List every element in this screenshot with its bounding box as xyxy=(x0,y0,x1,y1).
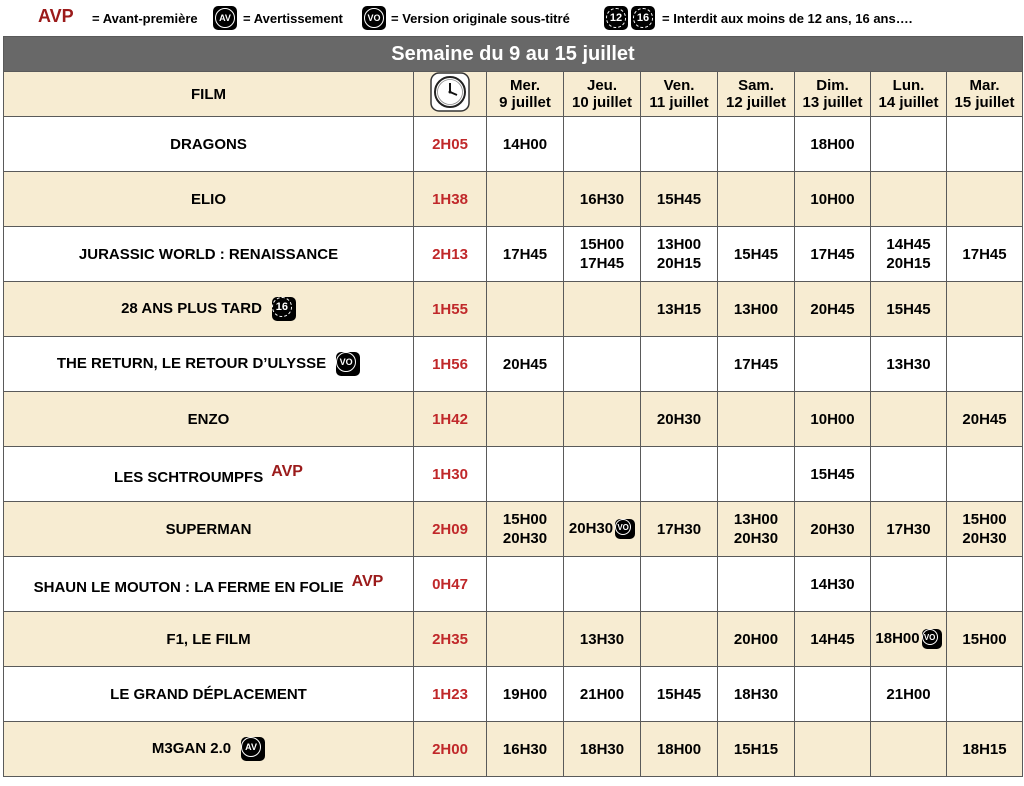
showtime: 19H00 xyxy=(502,685,548,703)
film-title: ENZO xyxy=(187,410,230,428)
duration: 1H38 xyxy=(414,172,487,227)
film-header: FILM xyxy=(4,72,414,117)
showtime: 14H45 20H15 xyxy=(886,236,931,272)
vo-badge-icon: VO xyxy=(336,352,360,376)
showtime-cell xyxy=(487,227,564,282)
showtime-cell xyxy=(718,282,795,337)
film-row xyxy=(4,337,1023,392)
showtime-cell xyxy=(947,447,1023,502)
day-header xyxy=(871,72,947,117)
showtime-cell xyxy=(564,117,641,172)
showtime: 10H00 xyxy=(810,410,855,428)
showtime-cell xyxy=(718,117,795,172)
film-title: LES SCHTROUMPFS xyxy=(114,468,264,486)
showtime-cell xyxy=(718,722,795,777)
film-row xyxy=(4,447,1023,502)
av-badge-icon: AV xyxy=(213,6,237,30)
showtime-cell xyxy=(947,722,1023,777)
showtime-cell xyxy=(871,227,947,282)
showtime-cell xyxy=(871,447,947,502)
duration: 1H55 xyxy=(414,282,487,337)
showtime-cell xyxy=(564,227,641,282)
film-title-cell xyxy=(4,667,414,722)
film-title: LE GRAND DÉPLACEMENT xyxy=(110,685,307,703)
legend-bar xyxy=(0,0,1024,36)
showtime-cell xyxy=(718,337,795,392)
duration: 2H09 xyxy=(414,502,487,557)
film-row xyxy=(4,667,1023,722)
day-date: 9 juillet xyxy=(499,94,551,111)
film-title-cell xyxy=(4,337,414,392)
film-title-cell xyxy=(4,502,414,557)
showtime-cell xyxy=(871,392,947,447)
showtime-cell xyxy=(641,337,718,392)
film-title: DRAGONS xyxy=(170,135,247,153)
showtime-cell xyxy=(718,612,795,667)
film-row xyxy=(4,502,1023,557)
showtime-cell xyxy=(795,447,871,502)
showtime: 21H00 xyxy=(886,685,931,703)
day-header xyxy=(487,72,564,117)
film-title-cell xyxy=(4,227,414,282)
showtime-cell xyxy=(641,557,718,612)
day-name: Sam. xyxy=(738,77,774,94)
showtime: 14H45 xyxy=(810,630,855,648)
showtime-cell xyxy=(641,282,718,337)
film-row xyxy=(4,172,1023,227)
showtime-cell xyxy=(718,502,795,557)
showtime: 17H45 xyxy=(733,355,779,373)
showtime-cell xyxy=(947,282,1023,337)
showtime-cell xyxy=(795,557,871,612)
film-row xyxy=(4,612,1023,667)
showtime-cell xyxy=(947,392,1023,447)
showtime-cell xyxy=(641,117,718,172)
legend-av-text: = Avertissement xyxy=(243,11,343,26)
showtime-cell xyxy=(795,337,871,392)
showtime-cell xyxy=(795,612,871,667)
showtime-cell xyxy=(564,337,641,392)
showtime: 14H30 xyxy=(810,575,855,593)
showtime-cell xyxy=(564,502,641,557)
day-name: Jeu. xyxy=(586,77,617,94)
day-date: 11 juillet xyxy=(649,94,709,111)
day-date: 13 juillet xyxy=(802,94,863,111)
showtime: 15H15 xyxy=(733,740,779,758)
showtime: 15H45 xyxy=(656,685,702,703)
age-16-badge-icon: 16 xyxy=(631,6,655,30)
showtime-cell xyxy=(871,722,947,777)
film-title: SHAUN LE MOUTON : LA FERME EN FOLIE xyxy=(33,578,344,596)
film-title: JURASSIC WORLD : RENAISSANCE xyxy=(78,245,339,263)
showtime-cell xyxy=(718,557,795,612)
showtime-cell xyxy=(641,667,718,722)
age-16-badge-icon: 16 xyxy=(272,297,296,321)
showtime: 20H00 xyxy=(733,630,779,648)
day-date: 10 juillet xyxy=(571,94,633,111)
legend-age-text: = Interdit aux moins de 12 ans, 16 ans…. xyxy=(662,11,913,26)
showtime: 18H15 xyxy=(962,740,1007,758)
day-name: Mer. xyxy=(509,77,540,94)
film-title-cell xyxy=(4,722,414,777)
showtime-cell xyxy=(487,722,564,777)
showtime-cell xyxy=(795,392,871,447)
showtime-cell xyxy=(641,392,718,447)
showtime: 13H30 xyxy=(886,355,931,373)
showtime-cell xyxy=(487,117,564,172)
showtime-cell xyxy=(641,722,718,777)
schedule-table xyxy=(3,36,1023,777)
clock-icon xyxy=(430,72,470,112)
showtime-cell xyxy=(947,227,1023,282)
film-title: THE RETURN, LE RETOUR D’ULYSSE xyxy=(56,354,327,372)
showtime-cell xyxy=(947,337,1023,392)
duration: 2H00 xyxy=(414,722,487,777)
showtime-cell xyxy=(564,667,641,722)
showtime-cell xyxy=(564,282,641,337)
week-title: Semaine du 9 au 15 juillet xyxy=(4,37,1023,72)
showtime-cell xyxy=(947,172,1023,227)
day-date: 15 juillet xyxy=(954,94,1015,111)
film-row xyxy=(4,227,1023,282)
showtime: 13H15 xyxy=(656,300,702,318)
vo-badge-icon: VO xyxy=(362,6,386,30)
film-row xyxy=(4,282,1023,337)
showtime-cell xyxy=(795,722,871,777)
legend-avp-text: = Avant-première xyxy=(92,11,198,26)
showtime: 20H30 xyxy=(568,519,614,537)
film-title: ELIO xyxy=(190,190,226,208)
showtime-cell xyxy=(871,612,947,667)
showtime-cell xyxy=(564,447,641,502)
showtime-cell xyxy=(795,172,871,227)
duration: 1H56 xyxy=(414,337,487,392)
film-title-cell xyxy=(4,172,414,227)
showtime-cell xyxy=(641,612,718,667)
showtime-cell xyxy=(947,612,1023,667)
showtime-cell xyxy=(718,447,795,502)
vo-badge-icon: VO xyxy=(922,629,942,649)
duration: 2H05 xyxy=(414,117,487,172)
day-header xyxy=(641,72,718,117)
film-title: 28 ANS PLUS TARD xyxy=(121,299,262,317)
showtime: 16H30 xyxy=(579,190,625,208)
film-title-cell xyxy=(4,392,414,447)
showtime: 16H30 xyxy=(502,740,548,758)
showtime-cell xyxy=(947,557,1023,612)
showtime: 18H00 xyxy=(875,629,920,647)
day-date: 12 juillet xyxy=(725,94,787,111)
duration-header xyxy=(414,72,487,117)
showtime: 13H30 xyxy=(579,630,625,648)
showtime: 13H00 xyxy=(733,300,779,318)
showtime: 20H45 xyxy=(810,300,855,318)
showtime-cell xyxy=(641,172,718,227)
showtime: 18H00 xyxy=(656,740,702,758)
film-title: SUPERMAN xyxy=(165,520,252,538)
showtime-cell xyxy=(795,667,871,722)
duration: 0H47 xyxy=(414,557,487,612)
showtime-cell xyxy=(718,172,795,227)
day-date: 14 juillet xyxy=(878,94,939,111)
showtime-cell xyxy=(947,117,1023,172)
showtime: 15H45 xyxy=(886,300,931,318)
showtime: 18H30 xyxy=(579,740,625,758)
showtime-cell xyxy=(564,612,641,667)
showtime: 18H30 xyxy=(733,685,779,703)
showtime-cell xyxy=(871,502,947,557)
duration: 1H23 xyxy=(414,667,487,722)
duration: 2H35 xyxy=(414,612,487,667)
showtime: 15H45 xyxy=(656,190,702,208)
film-title-cell xyxy=(4,117,414,172)
showtime: 15H00 xyxy=(962,630,1007,648)
showtime: 20H30 xyxy=(810,520,855,538)
showtime-cell xyxy=(487,502,564,557)
vo-badge-icon: VO xyxy=(615,519,635,539)
legend-vo-text: = Version originale sous-titré xyxy=(391,11,570,26)
showtime-cell xyxy=(871,172,947,227)
showtime-cell xyxy=(871,557,947,612)
showtime: 15H00 17H45 xyxy=(579,236,625,272)
showtime: 20H45 xyxy=(962,410,1007,428)
showtime-cell xyxy=(641,502,718,557)
showtime-cell xyxy=(564,172,641,227)
film-title: M3GAN 2.0 xyxy=(151,739,232,757)
showtime: 17H45 xyxy=(962,245,1007,263)
film-row xyxy=(4,557,1023,612)
showtime-cell xyxy=(795,227,871,282)
showtime-cell xyxy=(947,502,1023,557)
showtime-cell xyxy=(871,282,947,337)
showtime: 18H00 xyxy=(810,135,855,153)
showtime: 17H30 xyxy=(886,520,931,538)
showtime: 13H00 20H30 xyxy=(733,511,779,547)
showtime-cell xyxy=(718,392,795,447)
film-row xyxy=(4,392,1023,447)
day-header xyxy=(718,72,795,117)
showtime-cell xyxy=(641,447,718,502)
showtime-cell xyxy=(795,117,871,172)
day-name: Lun. xyxy=(892,77,925,94)
showtime-cell xyxy=(487,337,564,392)
film-title: F1, LE FILM xyxy=(166,630,251,648)
age-12-badge-icon: 12 xyxy=(604,6,628,30)
showtime: 17H45 xyxy=(810,245,855,263)
duration: 1H42 xyxy=(414,392,487,447)
showtime-cell xyxy=(871,337,947,392)
showtime-cell xyxy=(487,447,564,502)
showtime: 14H00 xyxy=(502,135,548,153)
showtime: 20H30 xyxy=(656,410,702,428)
showtime: 15H00 20H30 xyxy=(502,511,548,547)
film-title-cell xyxy=(4,282,414,337)
showtime: 17H45 xyxy=(502,245,548,263)
legend-avp-word: AVP xyxy=(38,6,74,26)
showtime-cell xyxy=(871,667,947,722)
showtime-cell xyxy=(487,172,564,227)
showtime-cell xyxy=(487,612,564,667)
duration: 2H13 xyxy=(414,227,487,282)
showtime: 15H00 20H30 xyxy=(962,511,1007,547)
showtime-cell xyxy=(487,282,564,337)
showtime: 15H45 xyxy=(733,245,779,263)
day-name: Mar. xyxy=(969,77,1000,94)
avp-tag: AVP xyxy=(351,572,384,590)
showtime-cell xyxy=(947,667,1023,722)
showtime-cell xyxy=(487,557,564,612)
showtime-cell xyxy=(641,227,718,282)
day-name: Dim. xyxy=(816,77,849,94)
film-title-cell xyxy=(4,612,414,667)
film-title-cell xyxy=(4,447,414,502)
showtime-cell xyxy=(564,392,641,447)
showtime-cell xyxy=(487,667,564,722)
day-name: Ven. xyxy=(663,77,695,94)
showtime-cell xyxy=(564,722,641,777)
av-badge-icon: AV xyxy=(241,737,265,761)
showtime-cell xyxy=(487,392,564,447)
showtime: 15H45 xyxy=(810,465,855,483)
duration: 1H30 xyxy=(414,447,487,502)
avp-tag: AVP xyxy=(271,462,303,480)
showtime-cell xyxy=(718,667,795,722)
film-row xyxy=(4,117,1023,172)
showtime: 13H00 20H15 xyxy=(656,236,702,272)
showtime: 17H30 xyxy=(656,520,702,538)
showtime: 10H00 xyxy=(810,190,855,208)
film-row xyxy=(4,722,1023,777)
showtime-cell xyxy=(795,502,871,557)
day-header xyxy=(947,72,1023,117)
showtime-cell xyxy=(795,282,871,337)
day-header xyxy=(564,72,641,117)
showtime-cell xyxy=(718,227,795,282)
showtime-cell xyxy=(871,117,947,172)
showtime: 21H00 xyxy=(579,685,625,703)
showtime: 20H45 xyxy=(502,355,548,373)
film-title-cell xyxy=(4,557,414,612)
showtime-cell xyxy=(564,557,641,612)
day-header xyxy=(795,72,871,117)
